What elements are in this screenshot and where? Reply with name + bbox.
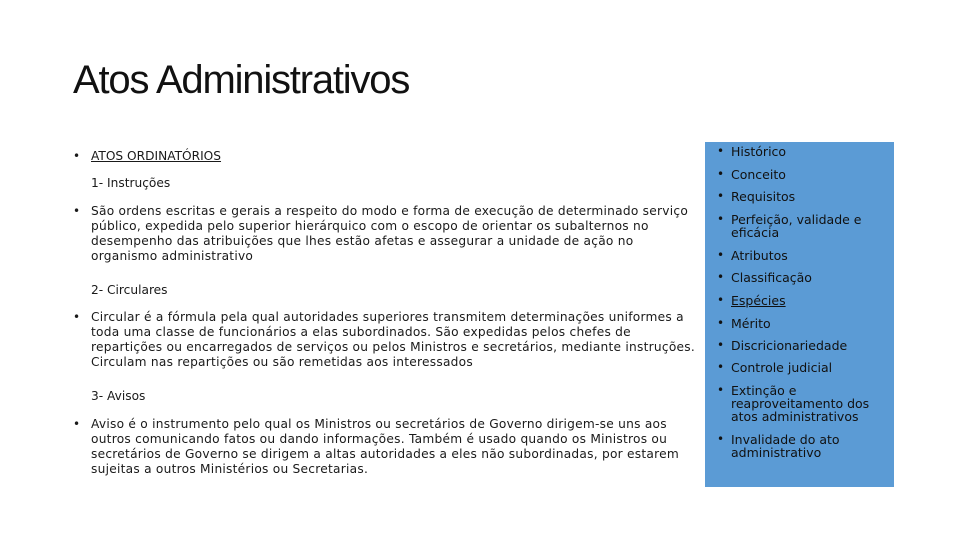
avisos-text: Aviso é o instrumento pelo qual os Ministros ou secretários de Governo dirigem-se uns aos outros comunicando fatos ou dando informações. Também é usado quando os Ministros ou secretários de Governo se dirigem a altas autoridades a eles não subordinadas, por estarem sujeitas a outros Ministérios ou Secretarias. (91, 417, 679, 476)
page-title: Atos Administrativos (73, 58, 410, 102)
section-text-1 (73, 204, 701, 264)
bullet-icon: • (73, 149, 81, 163)
topic-especies-link[interactable]: • Espécies (717, 293, 786, 308)
topic-merito[interactable]: • Mérito (717, 316, 771, 331)
topic-invalidade[interactable]: • Invalidade do ato administrativo (717, 432, 840, 460)
bullet-icon: • (717, 144, 725, 158)
section-label-2 (73, 283, 701, 298)
heading-row (73, 149, 701, 164)
section-heading[interactable]: ATOS ORDINATÓRIOS (91, 149, 222, 163)
avisos-label: 3- Avisos (91, 389, 146, 403)
circulares-text: Circular é a fórmula pela qual autoridades superiores transmitem determinações uniformes a toda uma classe de funcionários a elas subordinados. São expedidas pelos chefes de repartições ou encarregados de serviços ou pelos Ministros e secretários, mediante instruções. Circulam nas repartições ou são remetidas aos interessados (91, 310, 696, 369)
topic-extincao[interactable]: • Extinção e reaproveitamento dos atos administrativos (717, 383, 870, 424)
topic-discricionariedade[interactable]: • Discricionariedade (717, 338, 848, 353)
bullet-icon: • (717, 316, 725, 330)
bullet-icon: • (717, 338, 725, 352)
topic-controle-judicial[interactable]: • Controle judicial (717, 360, 833, 375)
bullet-icon: • (717, 432, 725, 446)
section-label-1 (73, 176, 701, 191)
instrucoes-text: São ordens escritas e gerais a respeito do modo e forma de execução de determinado serviço público, expedida pelo superior hierárquico com o escopo de orientar os subalternos no desempenho das atribuições que lhes estão afetas e assegurar a unidade de ação no organismo administrativo (91, 204, 689, 263)
bullet-icon: • (717, 189, 725, 203)
bullet-icon: • (73, 310, 81, 324)
topic-conceito[interactable]: • Conceito (717, 167, 786, 182)
circulares-label: 2- Circulares (91, 283, 168, 297)
bullet-icon: • (717, 360, 725, 374)
bullet-icon: • (717, 212, 725, 226)
topic-perfeicao[interactable]: • Perfeição, validade e eficácia (717, 212, 862, 240)
bullet-icon: • (717, 383, 725, 397)
bullet-icon: • (717, 248, 725, 262)
section-text-2 (73, 310, 701, 370)
bullet-icon: • (717, 293, 725, 307)
topic-classificacao[interactable]: • Classificação (717, 270, 812, 285)
bullet-icon: • (73, 204, 81, 218)
topic-requisitos[interactable]: • Requisitos (717, 189, 796, 204)
bullet-icon: • (717, 167, 725, 181)
topic-atributos[interactable]: • Atributos (717, 248, 788, 263)
topic-historico[interactable]: • Histórico (717, 144, 787, 159)
bullet-icon: • (717, 270, 725, 284)
bullet-icon: • (73, 417, 81, 431)
section-text-3 (73, 417, 701, 477)
instrucoes-label: 1- Instruções (91, 176, 171, 190)
section-label-3 (73, 389, 701, 404)
